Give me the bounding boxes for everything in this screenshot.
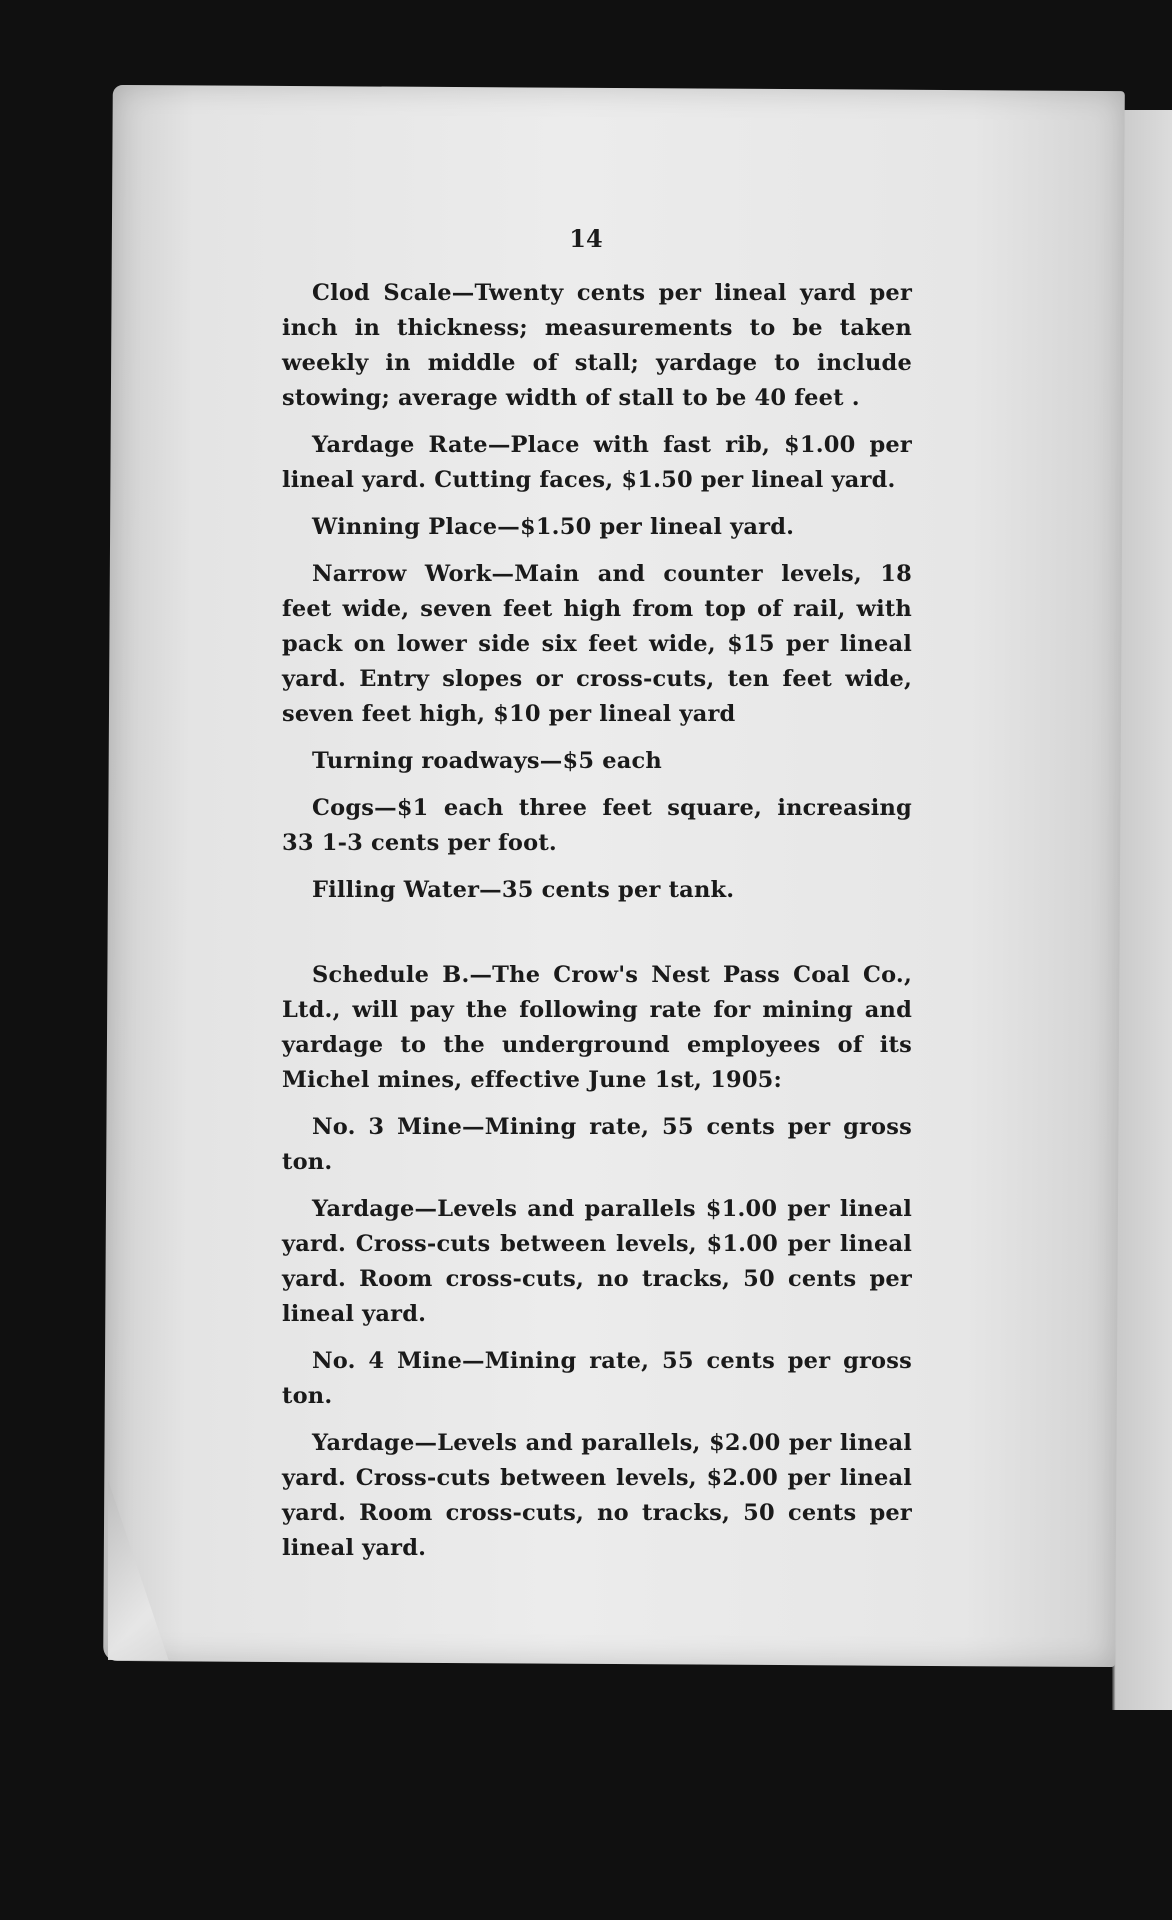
- paragraph-winning-place: Winning Place—$1.50 per lineal yard.: [312, 514, 795, 540]
- paragraph-no4-mine: No. 4 Mine—Mining rate, 55 cents per gross ton.: [282, 1348, 912, 1409]
- paragraph-narrow-work: Narrow Work—Main and counter levels, 18 feet wide, seven feet high from top of rail, with pack on lower side six feet wide, $15 per lineal yard. Entry slopes or cross-cuts, ten feet wide, seven feet high, $10 per lineal yard: [282, 561, 912, 727]
- paragraph-no3-yardage: Yardage—Levels and parallels $1.00 per lineal yard. Cross-cuts between levels, $1.00 per lineal yard. Room cross-cuts, no tracks, 50 cents per lineal yard.: [282, 1196, 912, 1327]
- paragraph-filling-water: Filling Water—35 cents per tank.: [312, 877, 735, 903]
- page-number: 14: [569, 224, 603, 253]
- body-text: [282, 276, 912, 1578]
- paragraph-yardage-rate: Yardage Rate—Place with fast rib, $1.00 per lineal yard. Cutting faces, $1.50 per lineal yard.: [282, 432, 912, 493]
- paragraph-cogs: Cogs—$1 each three feet square, increasing 33 1-3 cents per foot.: [282, 795, 912, 856]
- paragraph-turning-roadways: Turning roadways—$5 each: [312, 748, 662, 774]
- paragraph-clod-scale: Clod Scale—Twenty cents per lineal yard per inch in thickness; measurements to be taken weekly in middle of stall; yardage to include stowing; average width of stall to be 40 feet .: [282, 280, 912, 411]
- paragraph-no3-mine: No. 3 Mine—Mining rate, 55 cents per gross ton.: [282, 1114, 912, 1175]
- paragraph-no4-yardage: Yardage—Levels and parallels, $2.00 per lineal yard. Cross-cuts between levels, $2.00 per lineal yard. Room cross-cuts, no tracks, 50 cents per lineal yard.: [282, 1430, 912, 1561]
- paragraph-schedule-b: Schedule B.—The Crow's Nest Pass Coal Co., Ltd., will pay the following rate for mining and yardage to the underground employees of its Michel mines, effective June 1st, 1905:: [282, 962, 912, 1093]
